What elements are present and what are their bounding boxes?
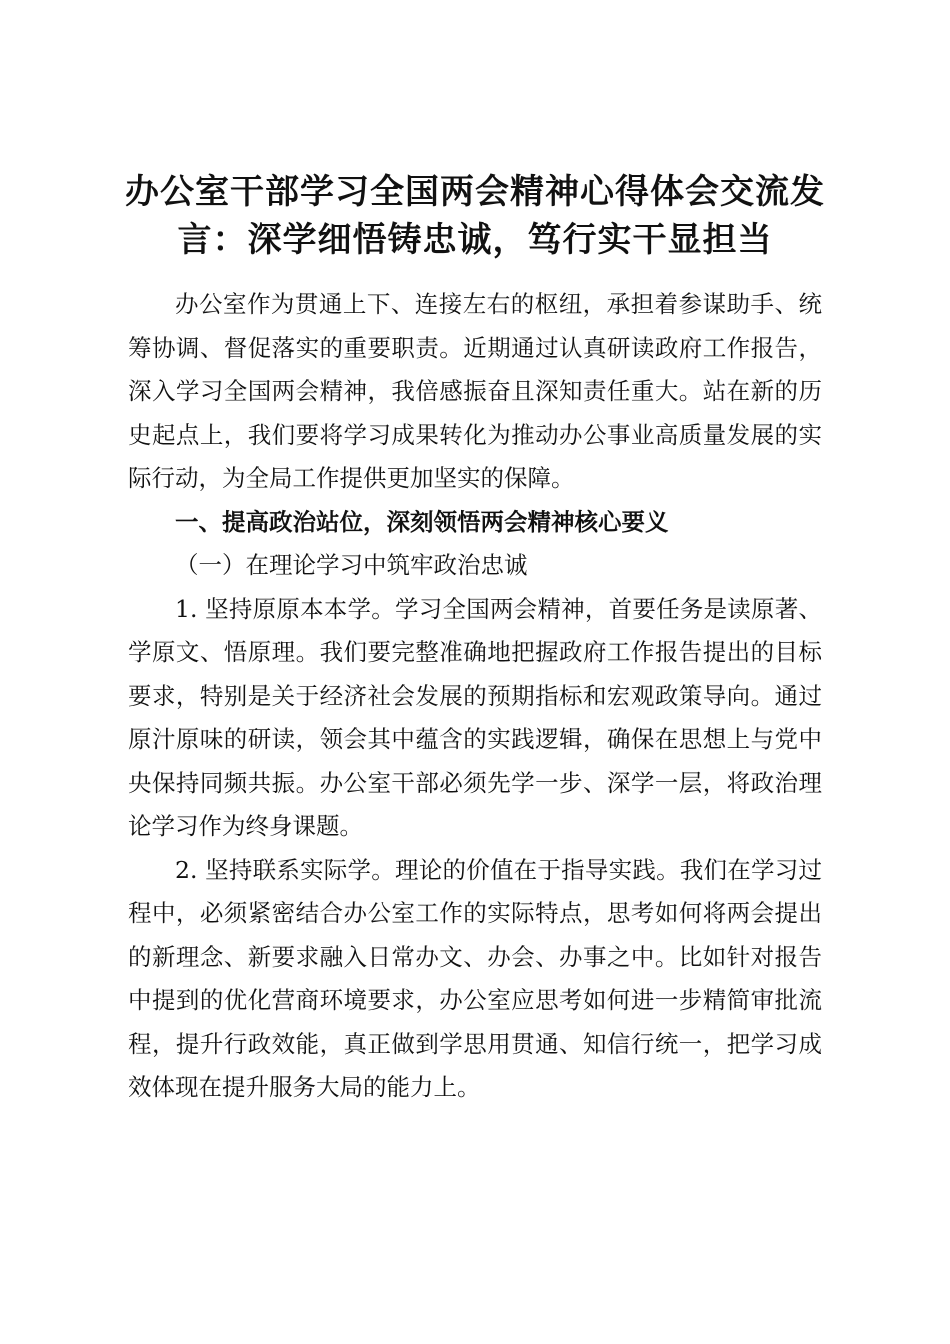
intro-paragraph: 办公室作为贯通上下、连接左右的枢纽，承担着参谋助手、统筹协调、督促落实的重要职责。近期通过认真研读政府工作报告，深入学习全国两会精神，我倍感振奋且深知责任重大。站在新的历史起点上，我们要将学习成果转化为推动办公事业高质量发展的实际行动，为全局工作提供更加坚实的保障。	[128, 290, 822, 492]
point-paragraph-2: 2. 坚持联系实际学。理论的价值在于指导实践。我们在学习过程中，必须紧密结合办公室工作的实际特点，思考如何将两会提出的新理念、新要求融入日常办文、办会、办事之中。比如针对报告中提到的优化营商环境要求，办公室应思考如何进一步精简审批流程，提升行政效能，真正做到学思用贯通、知信行统一，把学习成效体现在提升服务大局的能力上。	[128, 855, 822, 1101]
document-body	[128, 283, 822, 1110]
document-title: 办公室干部学习全国两会精神心得体会交流发言：深学细悟铸忠诚，笃行实干显担当	[125, 172, 825, 260]
subsection-heading-1: （一）在理论学习中筑牢政治忠诚	[175, 551, 528, 579]
section-heading-1: 一、提高政治站位，深刻领悟两会精神核心要义	[175, 507, 669, 536]
point-paragraph-1: 1. 坚持原原本本学。学习全国两会精神，首要任务是读原著、学原文、悟原理。我们要完整准确地把握政府工作报告提出的目标要求，特别是关于经济社会发展的预期指标和宏观政策导向。通过原汁原味的研读，领会其中蕴含的实践逻辑，确保在思想上与党中央保持同频共振。办公室干部必须先学一步、深学一层，将政治理论学习作为终身课题。	[128, 594, 822, 840]
